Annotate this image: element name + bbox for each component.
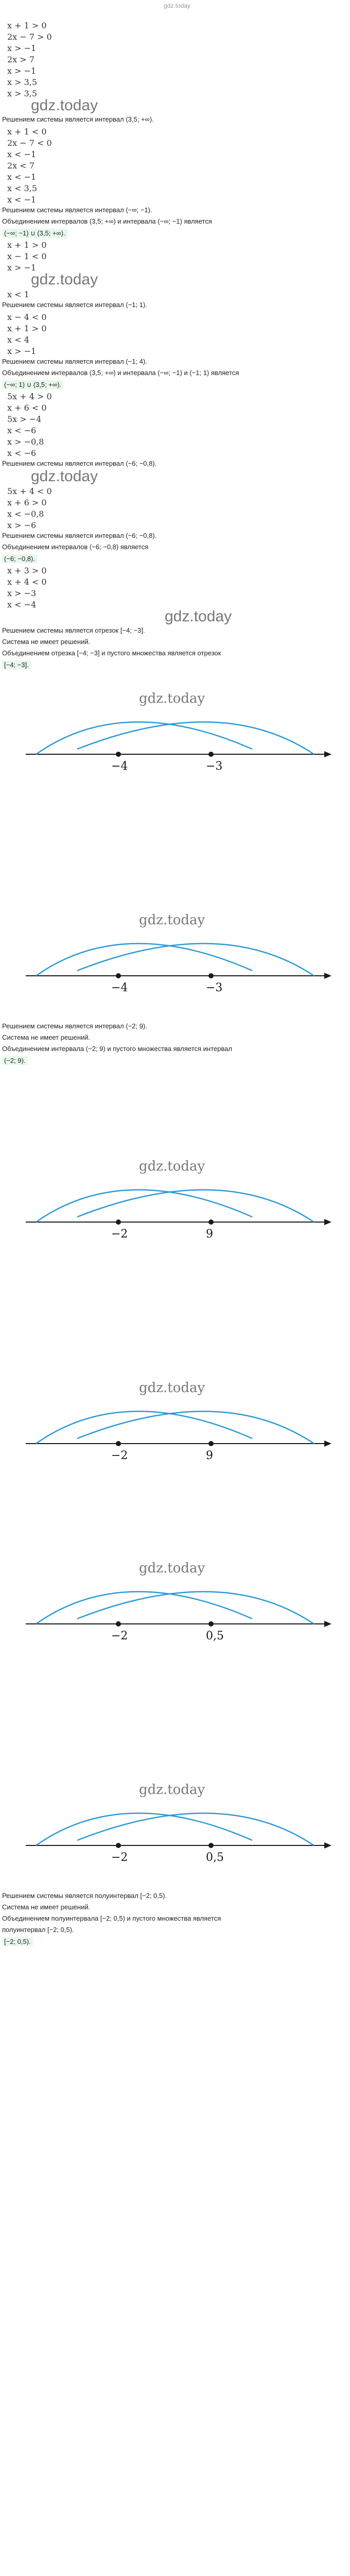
watermark-text: gdz.today xyxy=(139,1782,205,1798)
right-point xyxy=(208,1621,214,1626)
watermark-text: gdz.today xyxy=(139,1159,205,1174)
right-point xyxy=(208,752,214,757)
math-line: x > −1 xyxy=(7,43,37,53)
watermark-text: gdz.today xyxy=(139,1380,205,1396)
left-point xyxy=(116,1219,121,1225)
math-line: x > −1 xyxy=(7,346,37,356)
axis-arrow-icon xyxy=(324,1219,331,1225)
solution-text: Система не имеет решений. xyxy=(2,1033,91,1041)
math-line: x < −6 xyxy=(7,426,37,435)
math-line: x > 3,5 xyxy=(7,89,38,98)
axis-arrow-icon xyxy=(324,751,331,757)
math-line: x < −1 xyxy=(7,149,37,159)
solution-text: Решением системы является интервал (−6; −0,8). xyxy=(2,460,157,467)
answer-highlight: [−2; 0,5). xyxy=(2,1937,33,1946)
math-line: x < −6 xyxy=(7,448,37,458)
right-point xyxy=(208,1843,214,1848)
interval-arc-right xyxy=(77,722,314,754)
math-line: x − 1 < 0 xyxy=(7,251,47,261)
solution-text: Решением системы является интервал (3,5; +∞). xyxy=(2,115,154,123)
watermark-text: gdz.today xyxy=(31,271,98,288)
math-line: 2x > 7 xyxy=(7,55,34,64)
right-point xyxy=(208,1219,214,1225)
site-header: gdz.today xyxy=(164,2,191,9)
solution-text: Решением системы является интервал (−∞; −1). xyxy=(2,206,152,214)
solution-text: Решением системы является интервал (−2; 9). xyxy=(2,1022,147,1030)
left-point-label: −4 xyxy=(111,760,128,773)
math-line: 5x > −4 xyxy=(7,414,42,424)
number-line-figure xyxy=(5,1773,345,1882)
interval-arc-left xyxy=(36,1591,252,1624)
left-point xyxy=(116,973,121,978)
solution-text: Решением системы является интервал (−6; −0,8). xyxy=(2,532,157,539)
math-line: x > 3,5 xyxy=(7,77,38,87)
solution-text: Объединением отрезка [−4; −3] и пустого множества является отрезок xyxy=(2,649,221,657)
math-line: x + 1 > 0 xyxy=(7,324,47,333)
solution-text: Решением системы является отрезок [−4; −3]. xyxy=(2,626,145,634)
right-point-label: 0,5 xyxy=(206,1851,224,1864)
math-line: x + 6 < 0 xyxy=(7,403,47,413)
math-line: x < −0,8 xyxy=(7,509,44,519)
watermark-text: gdz.today xyxy=(139,912,205,928)
left-point xyxy=(116,1621,121,1626)
right-point-label: −3 xyxy=(206,760,223,773)
math-line: x + 6 > 0 xyxy=(7,498,47,507)
number-line-figure xyxy=(5,682,345,790)
left-point-label: −2 xyxy=(111,1228,128,1241)
math-line: 5x + 4 > 0 xyxy=(7,392,52,401)
math-line: x < −1 xyxy=(7,195,37,205)
math-line: 5x + 4 < 0 xyxy=(7,486,52,496)
math-line: x > −0,8 xyxy=(7,437,44,447)
solution-text: Решением системы является интервал (−1; 1). xyxy=(2,301,147,309)
math-line: x < 4 xyxy=(7,335,29,345)
solution-text: Система не имеет решений. xyxy=(2,1903,91,1911)
axis-arrow-icon xyxy=(324,1842,331,1849)
left-point xyxy=(116,1843,121,1848)
interval-arc-right xyxy=(77,1591,314,1624)
axis-arrow-icon xyxy=(324,973,331,979)
interval-arc-right xyxy=(77,1813,314,1845)
math-line: x > −1 xyxy=(7,66,37,76)
right-point xyxy=(208,973,214,978)
left-point-label: −4 xyxy=(111,981,128,994)
left-point-label: −2 xyxy=(111,1851,128,1864)
right-point-label: 9 xyxy=(206,1449,213,1462)
answer-highlight: [−4; −3]. xyxy=(2,660,31,669)
left-point-label: −2 xyxy=(111,1630,128,1642)
solution-text: Объединением интервалов (3,5; +∞) и интервала (−∞; −1) является xyxy=(2,217,212,225)
left-point xyxy=(116,1441,121,1446)
answer-highlight: (−∞; 1) ∪ (3,5; +∞). xyxy=(2,380,63,389)
solution-text: Объединением интервалов (−6; −0,8) является xyxy=(2,543,149,551)
math-line: x < 3,5 xyxy=(7,183,38,193)
solution-text: Объединением интервалов (3,5; +∞) и интервала (−∞; −1) и (−1; 1) является xyxy=(2,369,239,377)
solution-text: Система не имеет решений. xyxy=(2,638,91,646)
left-point xyxy=(116,752,121,757)
math-line: x > −1 xyxy=(7,263,37,273)
math-line: x + 4 < 0 xyxy=(7,577,47,587)
number-line-figure xyxy=(5,1552,345,1660)
math-line: x > −3 xyxy=(7,588,37,598)
right-point xyxy=(208,1441,214,1446)
math-line: x < 1 xyxy=(7,290,29,299)
interval-arc-right xyxy=(77,943,314,976)
math-line: x < −4 xyxy=(7,600,37,609)
math-line: x − 4 < 0 xyxy=(7,312,47,322)
math-line: x < −1 xyxy=(7,172,37,182)
left-point-label: −2 xyxy=(111,1449,128,1462)
math-line: 2x − 7 < 0 xyxy=(7,138,52,148)
right-point-label: 0,5 xyxy=(206,1630,224,1642)
interval-arc-left xyxy=(36,943,252,976)
axis-arrow-icon xyxy=(324,1621,331,1627)
solution-text: полуинтервал [−2; 0,5). xyxy=(2,1926,74,1934)
interval-arc-left xyxy=(36,722,252,754)
interval-arc-left xyxy=(36,1411,252,1444)
math-line: x + 3 > 0 xyxy=(7,566,47,575)
watermark-text: gdz.today xyxy=(31,97,98,114)
math-line: x + 1 > 0 xyxy=(7,240,47,250)
answer-highlight: (−2; 9). xyxy=(2,1056,28,1065)
math-line: 2x − 7 > 0 xyxy=(7,32,52,42)
math-line: x + 1 < 0 xyxy=(7,127,47,137)
right-point-label: −3 xyxy=(206,981,223,994)
answer-highlight: (−∞; −1) ∪ (3,5; +∞). xyxy=(2,229,67,238)
watermark-text: gdz.today xyxy=(165,608,232,625)
interval-arc-left xyxy=(36,1813,252,1845)
math-line: x + 1 > 0 xyxy=(7,21,47,30)
number-line-figure xyxy=(5,1150,345,1258)
solution-text: Объединением полуинтервала [−2; 0,5) и пустого множества является xyxy=(2,1914,221,1922)
number-line-figure xyxy=(5,1371,345,1480)
watermark-text: gdz.today xyxy=(139,1561,205,1576)
math-line: 2x < 7 xyxy=(7,161,34,171)
solution-text: Объединением интервала (−2; 9) и пустого множества является интервал xyxy=(2,1045,232,1053)
solution-text: Решением системы является интервал (−1; 4). xyxy=(2,358,147,365)
math-line: x > −6 xyxy=(7,520,37,530)
number-line-figure xyxy=(5,904,345,1012)
watermark-text: gdz.today xyxy=(139,691,205,706)
interval-arc-left xyxy=(36,1190,252,1222)
interval-arc-right xyxy=(77,1190,314,1222)
answer-highlight: (−6; −0,8). xyxy=(2,554,37,563)
axis-arrow-icon xyxy=(324,1440,331,1447)
interval-arc-right xyxy=(77,1411,314,1444)
watermark-text: gdz.today xyxy=(31,468,98,485)
right-point-label: 9 xyxy=(206,1228,213,1241)
solution-text: Решением системы является полуинтервал [−2; 0,5). xyxy=(2,1892,167,1900)
